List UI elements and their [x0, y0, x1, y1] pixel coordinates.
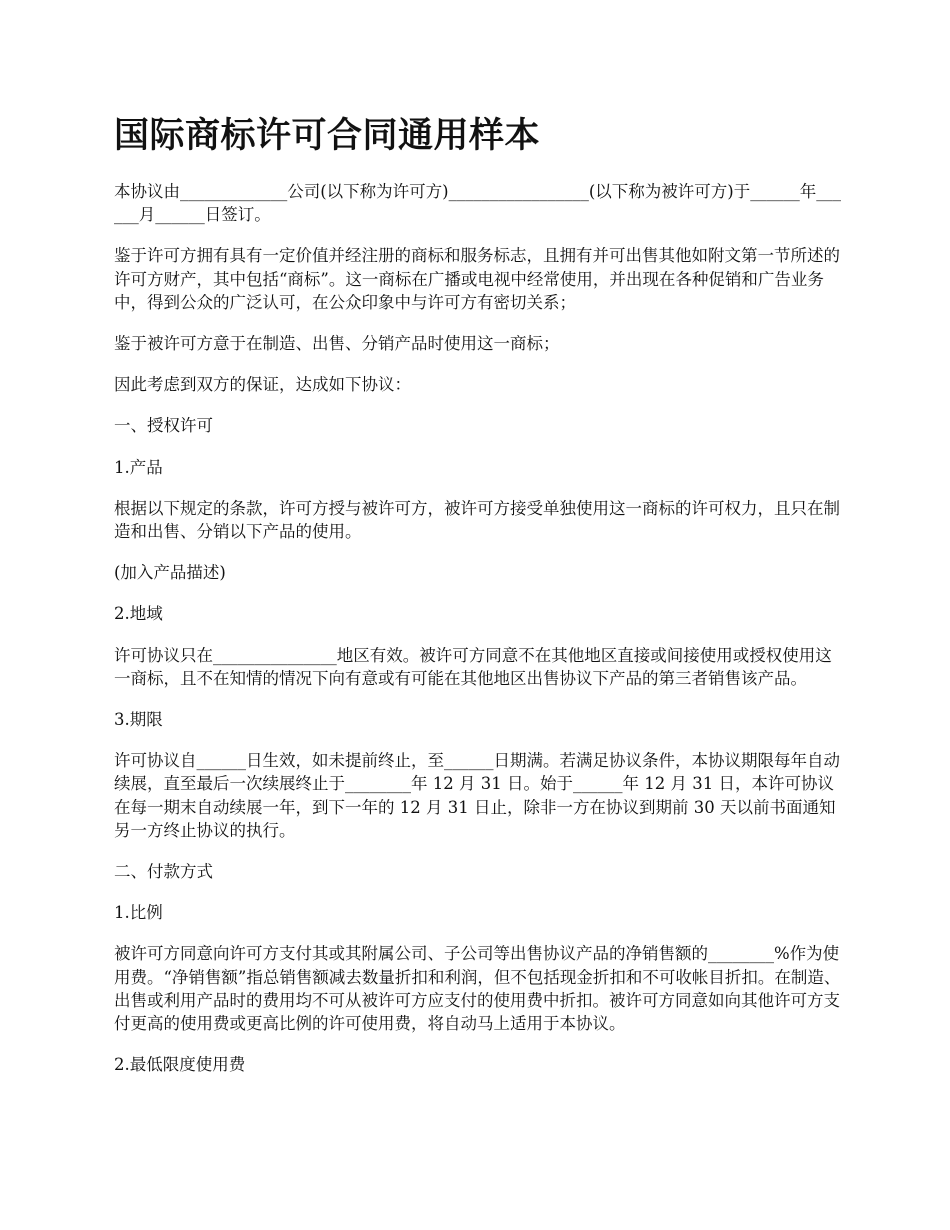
- paragraph-territory: 许可协议只在_______________地区有效。被许可方同意不在其他地区直接或间接使用或授权使用这一商标，且不在知情的情况下向有意或有可能在其他地区出售协议下产品的第三者销售该产品。: [114, 645, 832, 688]
- subheading-term: 3.期限: [114, 710, 163, 730]
- subheading-product: 1.产品: [114, 457, 163, 477]
- paragraph-term: 许可协议自______日生效，如未提前终止，至______日期满。若满足协议条件，本协议期限每年自动续展，直至最后一次续展终止于________年 12 月 31 日。始于______年 12 月 31 日，本许可协议在每一期末自动续展一年，到下一年的 12 月 31 日止，除非一方在协议到期前 30 天以前书面通知另一方终止协议的执行。: [114, 751, 840, 840]
- paragraph-agreement: 因此考虑到双方的保证，达成如下协议：: [114, 375, 411, 395]
- section-heading-payment: 二、付款方式: [114, 862, 213, 882]
- paragraph-parties: 本协议由_____________公司(以下称为许可方)_________________(以下称为被许可方)于______年______月______日签订。: [114, 182, 841, 225]
- paragraph-product-grant: 根据以下规定的条款，许可方授与被许可方，被许可方接受单独使用这一商标的许可权力，且只在制造和出售、分销以下产品的使用。: [114, 498, 840, 542]
- document-page: [114, 112, 844, 1094]
- paragraph-whereas-licensee: 鉴于被许可方意于在制造、出售、分销产品时使用这一商标；: [114, 334, 560, 354]
- paragraph-rate: 被许可方同意向许可方支付其或其附属公司、子公司等出售协议产品的净销售额的________%作为使用费。“净销售额”指总销售额减去数量折扣和利润，但不包括现金折扣和不可收帐目折扣。在制造、出售或利用产品时的费用均不可从被许可方应支付的使用费中折扣。被许可方同意如向其他许可方支付更高的使用费或更高比例的许可使用费，将自动马上适用于本协议。: [114, 944, 841, 1034]
- subheading-rate: 1.比例: [114, 903, 163, 923]
- section-heading-license: 一、授权许可: [114, 416, 213, 436]
- paragraph-product-description: (加入产品描述): [114, 563, 226, 583]
- paragraph-whereas-licensor: 鉴于许可方拥有具有一定价值并经注册的商标和服务标志，且拥有并可出售其他如附文第一节所述的许可方财产，其中包括“商标”。这一商标在广播或电视中经常使用，并出现在各种促销和广告业务中，得到公众的广泛认可，在公众印象中与许可方有密切关系；: [114, 246, 840, 312]
- subheading-minimum-royalty: 2.最低限度使用费: [114, 1055, 246, 1075]
- document-title: 国际商标许可合同通用样本: [114, 116, 541, 156]
- subheading-territory: 2.地域: [114, 604, 163, 624]
